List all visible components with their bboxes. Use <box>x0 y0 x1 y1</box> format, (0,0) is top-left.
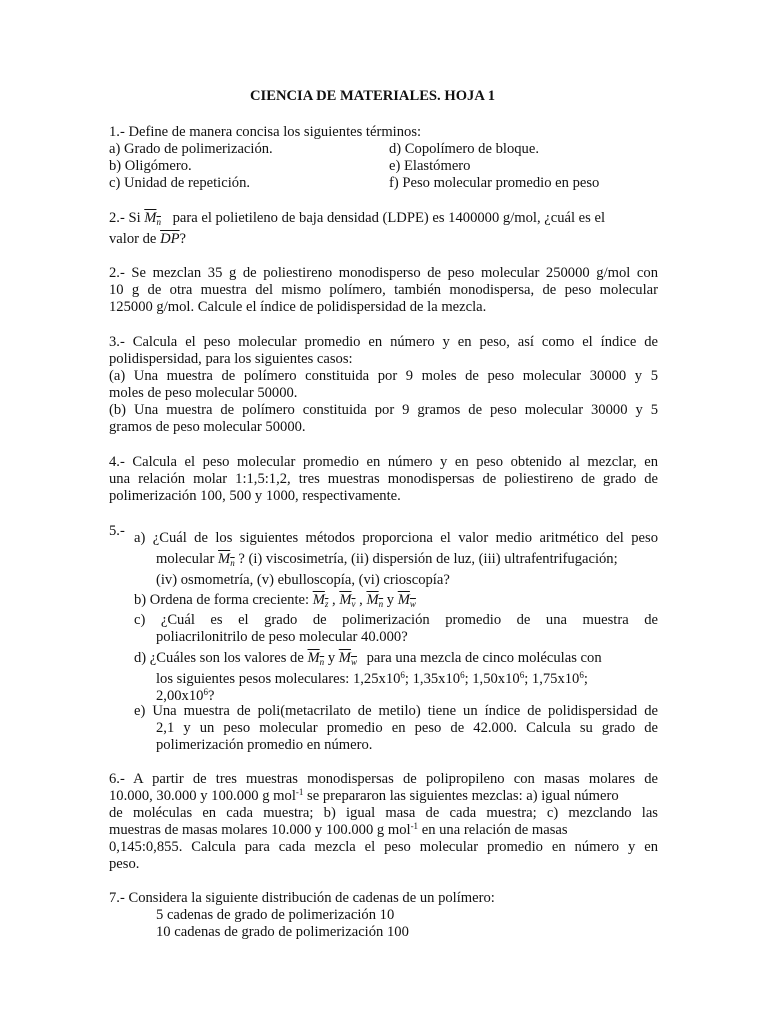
q1-item-f: f) Peso molecular promedio en peso <box>389 175 600 191</box>
q5a-line-2 <box>156 551 618 572</box>
mw-symbol: $M_w$ <box>338 650 357 667</box>
mn-symbol: $M_n$ <box>366 592 384 609</box>
page-title: CIENCIA DE MATERIALES. HOJA 1 <box>250 88 496 104</box>
q5e-line-1: e) Una muestra de poli(metacrilato de metilo) tiene un índice de polidispersidad de <box>134 703 658 719</box>
mn-symbol: $M_n$ <box>307 650 325 667</box>
q1-intro: 1.- Define de manera concisa los siguientes términos: <box>109 124 422 140</box>
q5c-line-2: poliacrilonitrilo de peso molecular 40.000? <box>156 629 408 645</box>
q3-line-4: moles de peso molecular 50000. <box>109 385 298 401</box>
q5d-line-3: $2,00x10^6$? <box>156 687 215 704</box>
q4-line-2: una relación molar 1:1,5:1,2, tres muestras monodispersas de poliestireno de grado de <box>109 471 658 487</box>
conj-y: y <box>327 650 336 666</box>
q1-item-a: a) Grado de polimerización. <box>109 141 273 157</box>
dp-symbol: $\overline{DP}$ <box>160 231 180 247</box>
q6-line-3: de moléculas en cada muestra; b) igual masa de cada muestra; c) mezclando las <box>109 805 658 821</box>
q6-line-5: 0,145:0,855. Calcula para cada mezcla el peso molecular promedio en número y en <box>109 839 658 855</box>
q6-line-4: muestras de masas molares 10.000 y 100.000 g mol$^{-1}$ en una relación de masas <box>109 821 568 838</box>
q2a-l2post: ? <box>179 231 187 247</box>
q5a-l2pre: molecular <box>156 551 215 567</box>
q1-item-b: b) Oligómero. <box>109 158 192 174</box>
mn-symbol: $M_n$ <box>144 210 161 227</box>
q6-line-6: peso. <box>109 856 140 872</box>
q5a-line-3: (iv) osmometría, (v) ebulloscopía, (vi) crioscopía? <box>156 572 450 588</box>
q6-line-2: 10.000, 30.000 y 100.000 g mol$^{-1}$ se prepararon las siguientes mezclas: a) igual número <box>109 787 619 804</box>
q2a-post: para el polietileno de baja densidad (LDPE) es 1400000 g/mol, ¿cuál es el <box>172 210 606 226</box>
mv-symbol: $M_v$ <box>339 592 356 609</box>
q5b-line-1: b) Ordena de forma creciente: $M_z$ , $M_v$ , $M_n$ y $M_w$ <box>134 592 416 609</box>
conj-y: y <box>386 592 395 608</box>
mz-symbol: $M_z$ <box>312 592 329 609</box>
q5d-l1pre: d) ¿Cuáles son los valores de <box>134 650 304 666</box>
q3-line-5: (b) Una muestra de polímero constituida por 9 gramos de peso molecular 30000 y 5 <box>109 402 658 418</box>
q2b-line-3: 125000 g/mol. Calcule el índice de polidispersidad de la mezcla. <box>109 299 487 315</box>
q5d-line-2: los siguientes pesos moleculares: $1,25x10^6$; $1,35x10^6$; $1,50x10^6$; $1,75x10^6$; <box>156 670 588 687</box>
q3-line-3: (a) Una muestra de polímero constituida por 9 moles de peso molecular 30000 y 5 <box>109 368 658 384</box>
q1-item-c: c) Unidad de repetición. <box>109 175 251 191</box>
q2a-l2pre: valor de <box>109 231 157 247</box>
mw-symbol: $M_w$ <box>397 592 416 609</box>
q4-line-3: polimerización 100, 500 y 1000, respectivamente. <box>109 488 401 504</box>
q5b-l1: b) Ordena de forma creciente: <box>134 592 310 608</box>
q7-line-3: 10 cadenas de grado de polimerización 100 <box>156 924 409 940</box>
q2a-pre: 2.- Si <box>109 210 141 226</box>
q5d-line-1 <box>134 650 658 671</box>
q5e-line-2: 2,1 y un peso molecular promedio en peso de 42.000. Calcula su grado de <box>156 720 658 736</box>
q2b-line-1: 2.- Se mezclan 35 g de poliestireno monodisperso de peso molecular 250000 g/mol con <box>109 265 658 281</box>
q3-line-1: 3.- Calcula el peso molecular promedio en número y en peso, así como el índice de <box>109 334 658 350</box>
q3-line-2: polidispersidad, para los siguientes casos: <box>109 351 353 367</box>
q2a-line-2 <box>109 231 186 248</box>
q7-line-1: 7.- Considera la siguiente distribución de cadenas de un polímero: <box>109 890 495 906</box>
mn-symbol: $M_n$ <box>218 551 235 568</box>
q5c-line-1: c) ¿Cuál es el grado de polimerización promedio de una muestra de <box>134 612 658 628</box>
q6-line-1: 6.- A partir de tres muestras monodispersas de polipropileno con masas molares de <box>109 771 658 787</box>
q5e-line-3: polimerización promedio en número. <box>156 737 373 753</box>
q1-item-e: e) Elastómero <box>389 158 471 174</box>
q3-line-6: gramos de peso molecular 50000. <box>109 419 306 435</box>
q7-line-2: 5 cadenas de grado de polimerización 10 <box>156 907 395 923</box>
q2b-line-2: 10 g de otra muestra del mismo polímero, también monodispersa, de peso molecular <box>109 282 658 298</box>
q5a-line-1: a) ¿Cuál de los siguientes métodos proporciona el valor medio aritmético del peso <box>134 530 658 546</box>
q5-head: 5.- <box>109 523 125 539</box>
q5d-l1post: para una mezcla de cinco moléculas con <box>366 650 602 666</box>
q2a-line-1 <box>109 210 605 231</box>
q5a-l2post: ? (i) viscosimetría, (ii) dispersión de luz, (iii) ultrafentrifugación; <box>238 551 618 567</box>
q1-item-d: d) Copolímero de bloque. <box>389 141 539 157</box>
q4-line-1: 4.- Calcula el peso molecular promedio en número y en peso obtenido al mezclar, en <box>109 454 658 470</box>
